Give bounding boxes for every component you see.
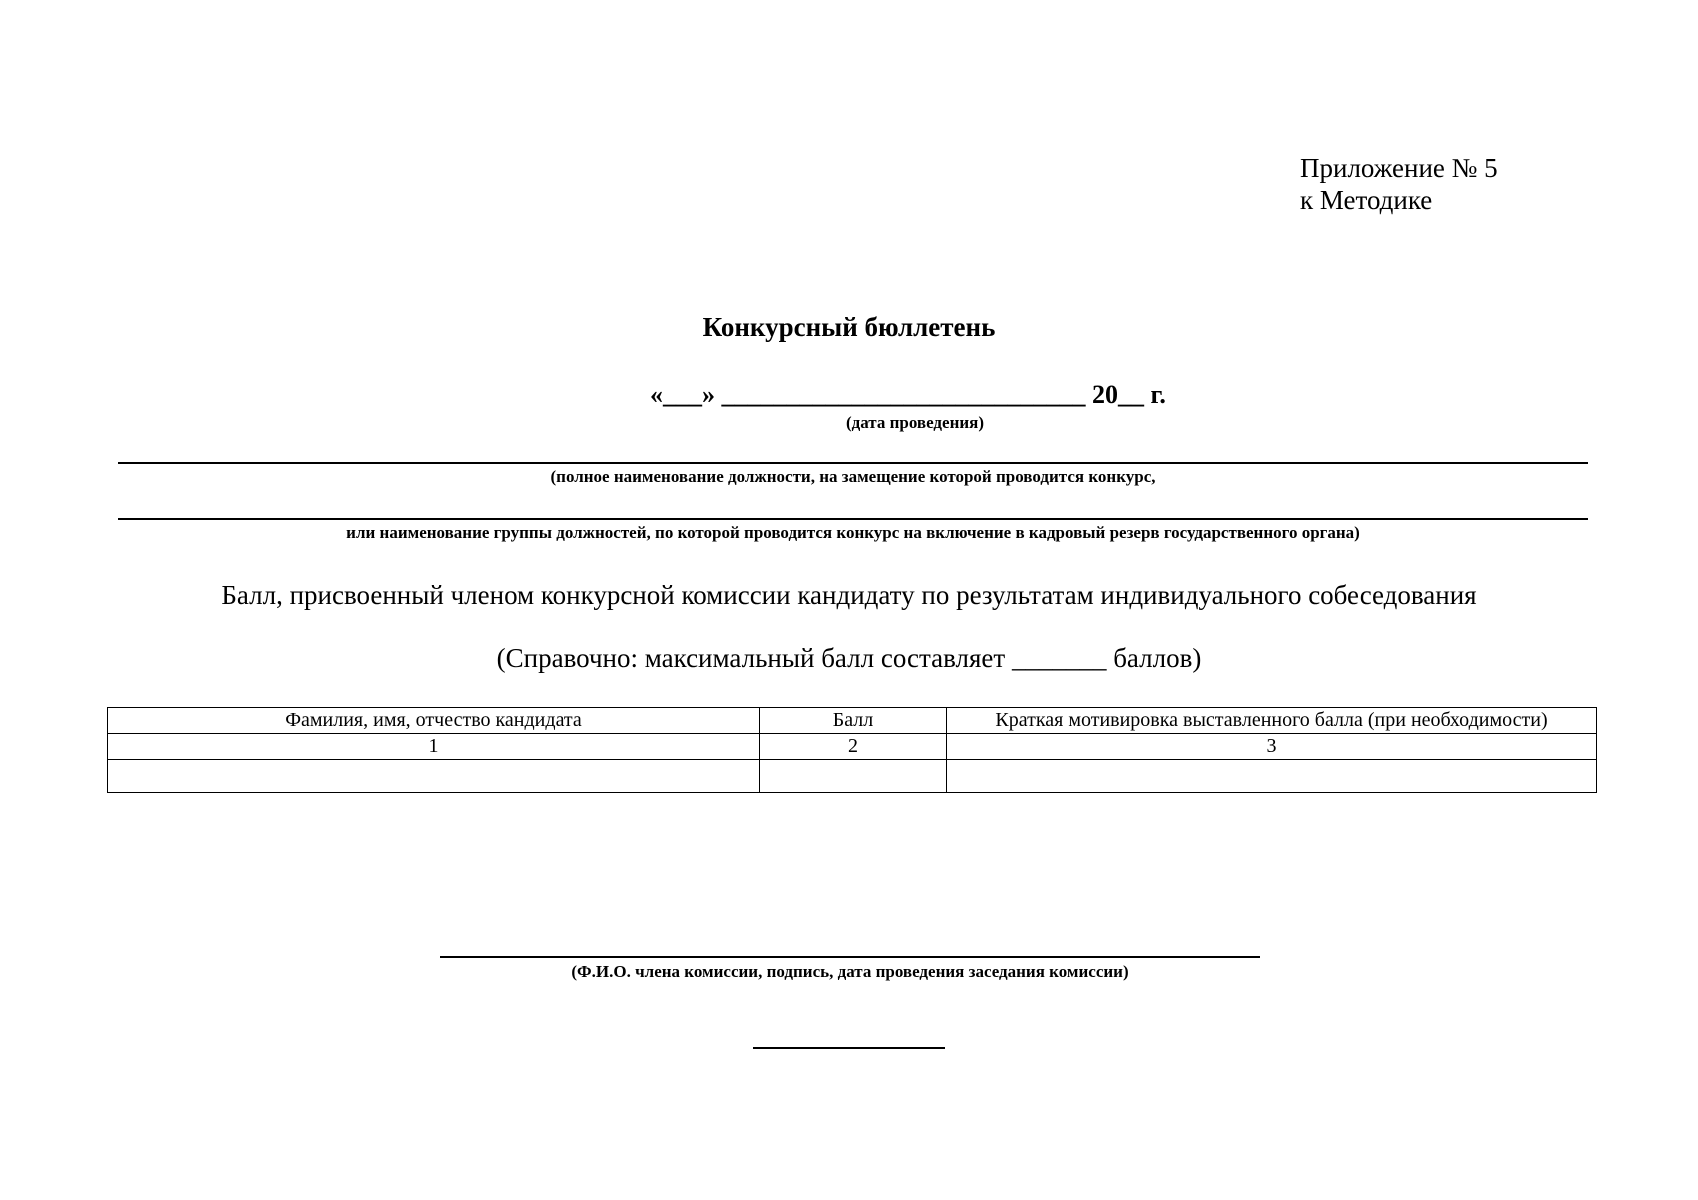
candidate-name-cell[interactable] [108,760,760,793]
header-candidate-name: Фамилия, имя, отчество кандидата [108,708,760,734]
date-field [650,380,1166,410]
signature-caption: (Ф.И.О. члена комиссии, подпись, дата проведения заседания комиссии) [571,962,1129,981]
max-score-note [0,643,1698,674]
signature-line [440,956,1260,958]
justification-cell[interactable] [947,760,1597,793]
date-day-open-quote: « [650,380,663,409]
table-header-row [108,708,1597,734]
date-year-prefix: 20 [1092,380,1118,409]
max-score-blank: _______ [1011,643,1107,673]
annex-reference [1300,152,1498,216]
table-row [108,760,1597,793]
column-number-2: 2 [760,734,947,760]
date-year-blank: __ [1118,380,1144,409]
annex-methodology: к Методике [1300,185,1433,215]
date-caption: (дата проведения) [845,413,985,432]
header-score: Балл [760,708,947,734]
column-number-3: 3 [947,734,1597,760]
position-caption-line1: (полное наименование должности, на замещение которой проводится конкурс, [550,467,1156,486]
score-cell[interactable] [760,760,947,793]
max-score-suffix: баллов) [1113,643,1202,673]
score-table [107,707,1597,793]
annex-number: Приложение № 5 [1300,153,1498,183]
column-number-row [108,734,1597,760]
column-number-1: 1 [108,734,760,760]
position-caption-line2: или наименование группы должностей, по которой проводится конкурс на включение в кадровый резерв государственного органа) [346,523,1360,542]
document-title: Конкурсный бюллетень [702,312,996,342]
score-heading: Балл, присвоенный членом конкурсной комиссии кандидату по результатам индивидуального собеседования [221,580,1477,610]
date-month-blank: ____________________________ [721,380,1086,409]
closing-rule [753,1047,945,1049]
date-day-blank: ___ [663,380,702,409]
position-name-line [118,462,1588,464]
position-group-line [118,518,1588,520]
date-year-suffix: г. [1150,380,1166,409]
header-justification: Краткая мотивировка выставленного балла (при необходимости) [947,708,1597,734]
max-score-prefix: (Справочно: максимальный балл составляет [496,643,1006,673]
date-day-close-quote: » [702,380,715,409]
